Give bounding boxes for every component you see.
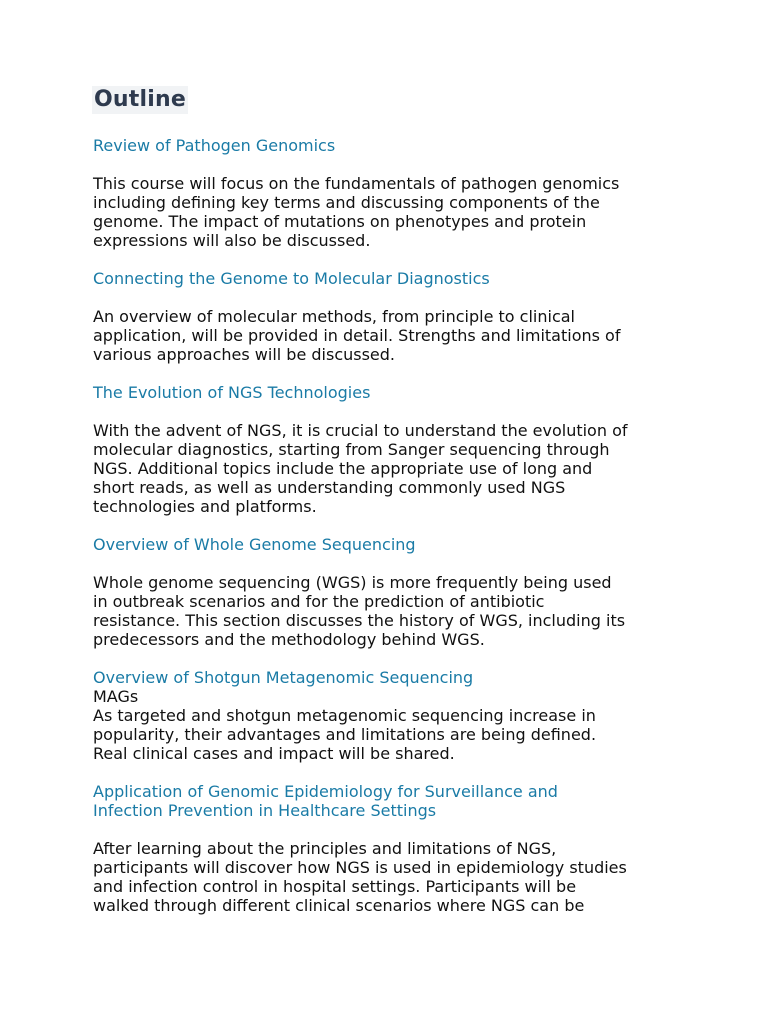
section-evolution-ngs [93, 383, 693, 535]
section-shotgun-metagenomic [93, 668, 693, 782]
section-heading: Application of Genomic Epidemiology for Surveillance and Infection Prevention in Healthcare Settings [93, 782, 558, 820]
section-review-of-pathogen-genomics [93, 136, 693, 269]
section-body: An overview of molecular methods, from principle to clinical application, will be provided in detail. Strengths and limitations of various approaches will be discussed. [93, 307, 621, 364]
section-whole-genome-sequencing [93, 535, 693, 668]
section-heading: Overview of Shotgun Metagenomic Sequencing [93, 668, 474, 687]
section-genomic-epidemiology [93, 782, 693, 915]
section-heading: The Evolution of NGS Technologies [93, 383, 371, 402]
section-heading: Overview of Whole Genome Sequencing [93, 535, 416, 554]
section-connecting-genome-diagnostics [93, 269, 693, 383]
section-body: After learning about the principles and limitations of NGS, participants will discover how NGS is used in epidemiology studies and infection control in hospital settings. Participants will be walked through different clinical scenarios where NGS can be [93, 839, 627, 915]
section-subline: MAGs [93, 687, 139, 706]
section-body: Whole genome sequencing (WGS) is more frequently being used in outbreak scenarios and for the prediction of antibiotic resistance. This section discusses the history of WGS, including its predecessors and the methodology behind WGS. [93, 573, 626, 649]
section-heading: Review of Pathogen Genomics [93, 136, 336, 155]
document-page [93, 86, 693, 915]
page-title: Outline [94, 87, 186, 112]
section-body: As targeted and shotgun metagenomic sequencing increase in popularity, their advantages and limitations are being defined. Real clinical cases and impact will be shared. [93, 706, 597, 763]
section-body: This course will focus on the fundamentals of pathogen genomics including defining key terms and discussing components of the genome. The impact of mutations on phenotypes and protein expressions will also be discussed. [93, 174, 620, 250]
section-body: With the advent of NGS, it is crucial to understand the evolution of molecular diagnostics, starting from Sanger sequencing through NGS. Additional topics include the appropriate use of long and short reads, as well as understanding commonly used NGS technologies and platforms. [93, 421, 628, 516]
section-heading: Connecting the Genome to Molecular Diagnostics [93, 269, 490, 288]
